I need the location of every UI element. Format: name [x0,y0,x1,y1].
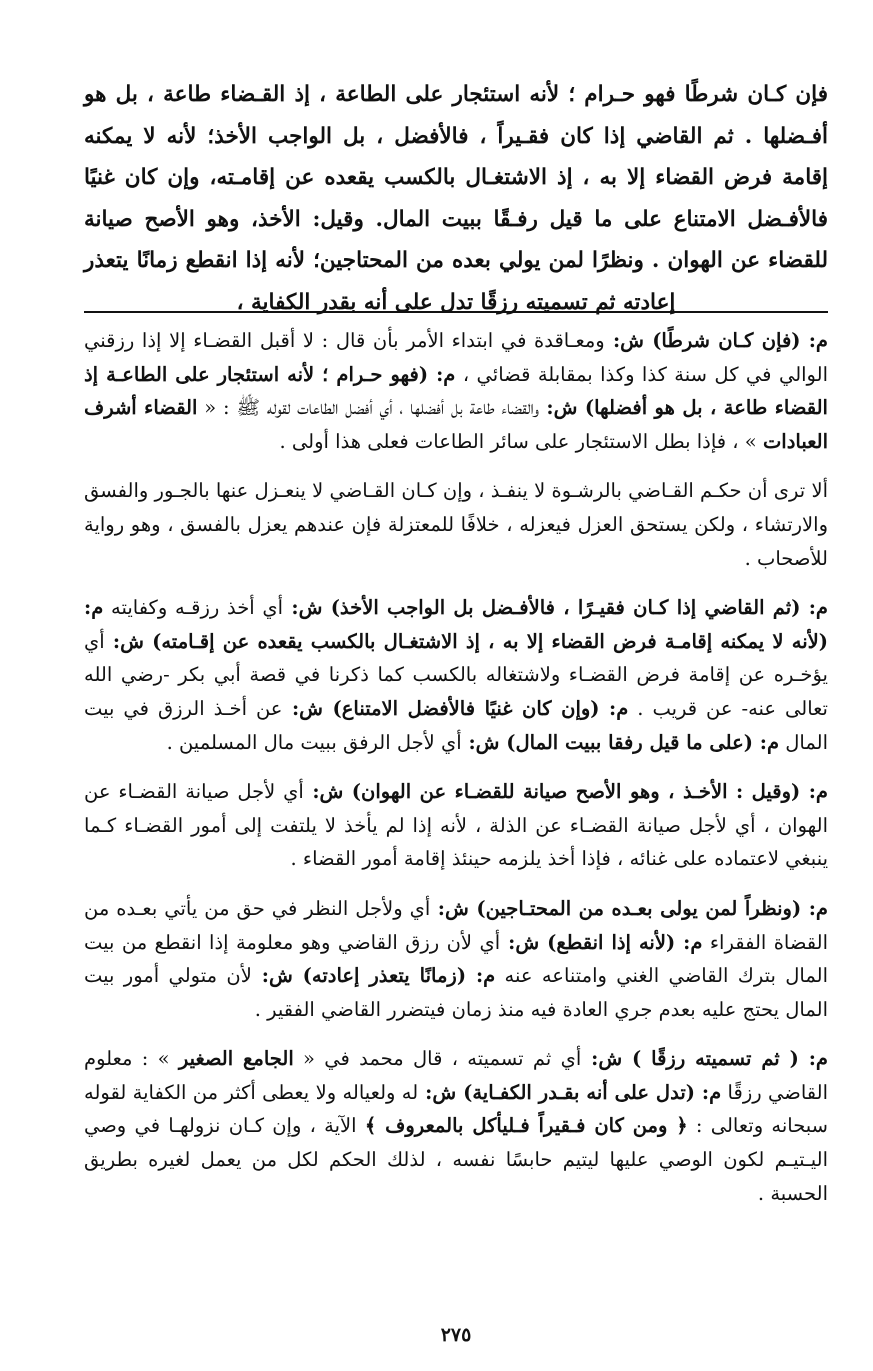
commentary-paragraph [84,591,828,759]
text-segment: ﴿ ومن كان فـقيراً فـليأكل بالمعروف ﴾ [364,1114,688,1138]
text-segment: عن أخـذ الرزق في بيت المال [84,696,828,754]
text-segment: م: (وإن كان غنيًا فالأفضل الامتناع) ش: [282,696,629,720]
text-segment: أي أخذ رزقـه وكفايته [103,596,284,620]
text-segment: م: ( ثم تسميته رزقًا ) ش: [581,1047,829,1071]
text-segment: لأن متولي أمور بيت المال يحتج عليه بعدم جري العادة فيه منذ زمان فيتضرر القاضي الفقير . [84,964,828,1021]
text-segment: » : معلوم القاضي رزقًا [84,1047,828,1104]
text-segment: م: (زمانًا يتعذر إعادته) ش: [251,964,496,988]
commentary-paragraph [84,324,828,458]
text-segment: م: (ثم القاضي إذا كـان فقيـرًا ، فالأفـضل بل الواجب الأخذ) ش: [283,596,829,620]
text-segment: م: (ونظراً لمن يولى بعـده من المحتـاجين) ش: [430,896,828,920]
text-segment: » ، فإذا بطل الاستئجار على سائر الطاعات فعلى هذا أولى . [279,429,763,453]
text-segment: الآية ، وإن كـان نزولهـا في وصي اليـتيـم لكون الوصي عليها ليتيم حابسًا نفسه ، لذلك الحكم لكل من يعمل لغيره بطريق الحسبة . [84,1114,828,1205]
text-segment: أي لأن رزق القاضي وهو معلومة إذا انقطع من بيت المال بترك القاضي الغني وامتناعه عنه [84,930,828,988]
text-segment: أي يؤخـره عن إقامة فرض القضـاء ولاشتغاله بالكسب كما ذكرنا في قصة أبي بكر -رضي الله تعالى عنه- عن قريب . [84,629,828,720]
text-segment: م: (تدل على أنه بقـدر الكفـاية) ش: [418,1080,722,1104]
book-page [84,74,828,1354]
text-segment: الجامع الصغير [178,1047,294,1071]
page-number: ٢٧٥ [440,1324,472,1346]
text-segment: القضاء أشرف العبادات [84,396,828,453]
commentary-section [84,324,828,1226]
commentary-paragraph [84,1042,828,1210]
text-segment: م: (على ما قيل رفقا ببيت المال) ش: [461,730,780,754]
text-segment: أي ولأجل النظر في حق من يأتي بعـده من القضاة الفقراء [84,896,829,954]
commentary-paragraph [84,474,828,575]
text-segment: ألا ترى أن حكـم القـاضي بالرشـوة لا ينفـذ ، وإن كـان القـاضي لا ينعـزل عنها بالجـور والفسق والارتشاء ، ولكن يستحق العزل فيعزله ، خلافًا للمعتزلة فإن عندهم يعزل بالفسق ، وهو رواية للأصحاب . [84,479,828,570]
separator-rule [84,311,828,313]
commentary-paragraph [84,892,828,1026]
text-segment: م: (لأنه لا يمكنه إقامـة فرض القضاء إلا به ، إذ الاشتغـال بالكسب يقعده عن إقـامته) ش: [84,596,828,653]
text-segment: والقضاء طاعة بل أفضلها ، أي أفضل الطاعات لقوله ﷺ : « [197,396,539,420]
text-segment: م: (وقيل : الأخـذ ، وهو الأصح صيانة للقضـاء عن الهوان) ش: [303,780,828,804]
text-segment: له ولعياله ولا يعطى أكثر من الكفاية لقوله سبحانه وتعالى : [84,1080,828,1138]
text-segment: م: (لأنه إذا انقطع) ش: [500,930,703,954]
text-segment: أي ثم تسميته ، قال محمد في « [293,1047,582,1071]
text-segment: ومعـاقدة في ابتداء الأمر بأن قال : لا أقبل القضـاء إلا إذا رزقني الوالي في كل سنة كذا وكذا بمقابلة قضائي ، [84,329,828,386]
text-segment: أي لأجل صيانة القضـاء عن الهوان ، أي لأجل صيانة القضـاء عن الذلة ، لأنه إذا لم يأخذ لا يلتفت إلى أمور القضـاء كـما ينبغي لاعتماده على غنائه ، فإذا أخذ يلزمه حينئذ إقامة أمور القضاء . [84,780,828,871]
main-text: فإن كـان شرطًا فهو حـرام ؛ لأنه استئجار على الطاعة ، إذ القـضاء طاعة ، بل هو أفـضلها . ثم القاضي إذا كان فقـيراً ، فالأفضل ، بل الواجب الأخذ؛ لأنه لا يمكنه إقامة فرض القضاء إلا به ، إذ الاشتغـال بالكسب يقعده عن إقامـته، وإن كان غنيًا فالأفـضل الامتناع على ما قيل رفـقًا ببيت المال. وقيل: الأخذ، وهو الأصح صيانة للقضاء عن الهوان . ونظرًا لمن يولي بعده من المحتاجين؛ لأنه إذا انقطع زمانًا يتعذر إعادته ثم تسميته رزقًا تدل على أنه بقدر الكفاية ، [84,82,828,315]
text-segment: أي لأجل الرفق ببيت مال المسلمين . [166,730,462,754]
text-segment: م: (فهو حـرام ؛ لأنه استئجار على الطاعـة إذ القضاء طاعة ، بل هو أفضلها) ش: [84,362,828,420]
commentary-paragraph [84,775,828,876]
text-segment: م: (فإن كـان شرطًا) ش: [604,329,828,352]
